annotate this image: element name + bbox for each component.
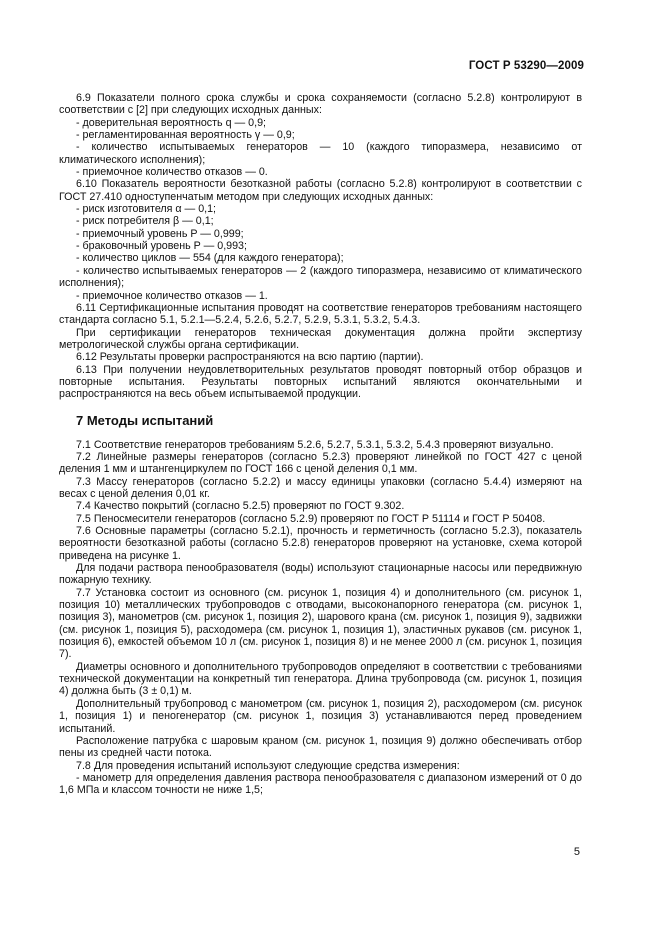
paragraph: 6.13 При получении неудовлетворительных результатов проводят повторный отбор образцов и повторные испытания. Результаты повторных испытаний являются окончательными и распространяются на весь объем испытываемой продукции. (59, 363, 582, 401)
paragraph: - манометр для определения давления раствора пенообразователя с диапазоном измерений от 0 до 1,6 МПа и классом точности не ниже 1,5; (59, 771, 582, 797)
paragraph: - доверительная вероятность q — 0,9; (76, 116, 266, 129)
paragraph: - браковочный уровень P — 0,993; (76, 240, 247, 253)
paragraph: Дополнительный трубопровод с манометром (см. рисунок 1, позиция 2), расходомером (см. рисунок 1, позиция 1) и пеногенератор (см. рисунок 1, позиция 3) устанавливаются перед проведением испытаний. (59, 697, 582, 735)
paragraph: 7.8 Для проведения испытаний используют следующие средства измерения: (76, 759, 460, 772)
paragraph: - количество испытываемых генераторов — 10 (каждого типоразмера, независимо от климатического исполнения); (59, 141, 582, 166)
paragraph: 7.3 Массу генераторов (согласно 5.2.2) и массу единицы упаковки (согласно 5.4.4) измеряют на весах с ценой деления 0,01 кг. (59, 475, 582, 500)
paragraph: 7.6 Основные параметры (согласно 5.2.1), прочность и герметичность (согласно 5.2.3), показатель вероятности безотказной работы (согласно 5.2.8) генераторов проверяют на установке, схема которой приведена на рисунке 1. (59, 525, 582, 562)
paragraph: - приемочное количество отказов — 0. (76, 166, 268, 179)
paragraph: 6.11 Сертификационные испытания проводят на соответствие генераторов требованиям настоящего стандарта согласно 5.1, 5.2.1—5.2.4, 5.2.6, 5.2.7, 5.2.9, 5.3.1, 5.3.2, 5.4.3. (59, 301, 582, 327)
paragraph: 6.9 Показатели полного срока службы и срока сохраняемости (согласно 5.2.8) контролируют в соответствии с [2] при следующих исходных данных: (59, 92, 582, 117)
paragraph: - риск потребителя β — 0,1; (76, 215, 214, 228)
paragraph: 7.5 Пеносмесители генераторов (согласно 5.2.9) проверяют по ГОСТ Р 51114 и ГОСТ Р 50408. (76, 512, 546, 525)
paragraph: - риск изготовителя α — 0,1; (76, 203, 217, 216)
section-6-text (59, 92, 582, 401)
paragraph: Расположение патрубка с шаровым краном (см. рисунок 1, позиция 9) должно обеспечивать отбор пены из средней части потока. (59, 734, 582, 760)
paragraph: - приемочное количество отказов — 1. (76, 289, 268, 302)
standard-code-header: ГОСТ Р 53290—2009 (468, 60, 584, 72)
section-7-text (59, 439, 582, 797)
paragraph: 7.7 Установка состоит из основного (см. рисунок 1, позиция 4) и дополнительного (см. рисунок 1, позиция 10) металлических трубопроводов с отводами, высоконапорного генератора (см. рисунок 1, позиция 3), манометров (см. рисунок 1, позиция 2), шарового крана (см. рисунок 1, позиция 9), задвижки (см. рисунок 1, позиция 5), расходомера (см. рисунок 1, позиция 1), эластичных рукавов (см. рисунок 1, позиция 6), емкостей объемом 10 л (см. рисунок 1, позиция 8) и не менее 2000 л (см. рисунок 1, позиция 7). (59, 586, 582, 661)
paragraph: - количество циклов — 554 (для каждого генератора); (76, 252, 344, 265)
paragraph: 6.12 Результаты проверки распространяются на всю партию (партии). (76, 351, 424, 364)
paragraph: - регламентированная вероятность γ — 0,9; (76, 129, 295, 142)
document-body (59, 92, 582, 797)
paragraph: - приемочный уровень P — 0,999; (76, 227, 244, 240)
paragraph: - количество испытываемых генераторов — 2 (каждого типоразмера, независимо от климатического исполнения); (59, 264, 582, 290)
paragraph: 6.10 Показатель вероятности безотказной работы (согласно 5.2.8) контролируют в соответствии с ГОСТ 27.410 одноступенчатым методом при следующих исходных данных: (59, 178, 582, 203)
paragraph: При сертификации генераторов техническая документация должна пройти экспертизу метрологической службы органа сертификации. (59, 326, 582, 351)
paragraph: 7.1 Соответствие генераторов требованиям 5.2.6, 5.2.7, 5.3.1, 5.3.2, 5.4.3 проверяют визуально. (76, 438, 554, 451)
paragraph: 7.4 Качество покрытий (согласно 5.2.5) проверяют по ГОСТ 9.302. (76, 500, 405, 513)
page-number: 5 (573, 846, 580, 858)
paragraph: Для подачи раствора пенообразователя (воды) используют стационарные насосы или передвижную пожарную технику. (59, 562, 582, 587)
paragraph: Диаметры основного и дополнительного трубопроводов определяют в соответствии с требованиями технической документации на конкретный тип генератора. Длина трубопровода (см. рисунок 1, позиция 4) должна быть (3 ± 0,1) м. (59, 660, 582, 698)
paragraph: 7.2 Линейные размеры генераторов (согласно 5.2.3) проверяют линейкой по ГОСТ 427 с ценой деления 1 мм и штангенциркулем по ГОСТ 166 с ценой деления 0,1 мм. (59, 450, 582, 476)
section-7-title: 7 Методы испытаний (76, 412, 214, 428)
